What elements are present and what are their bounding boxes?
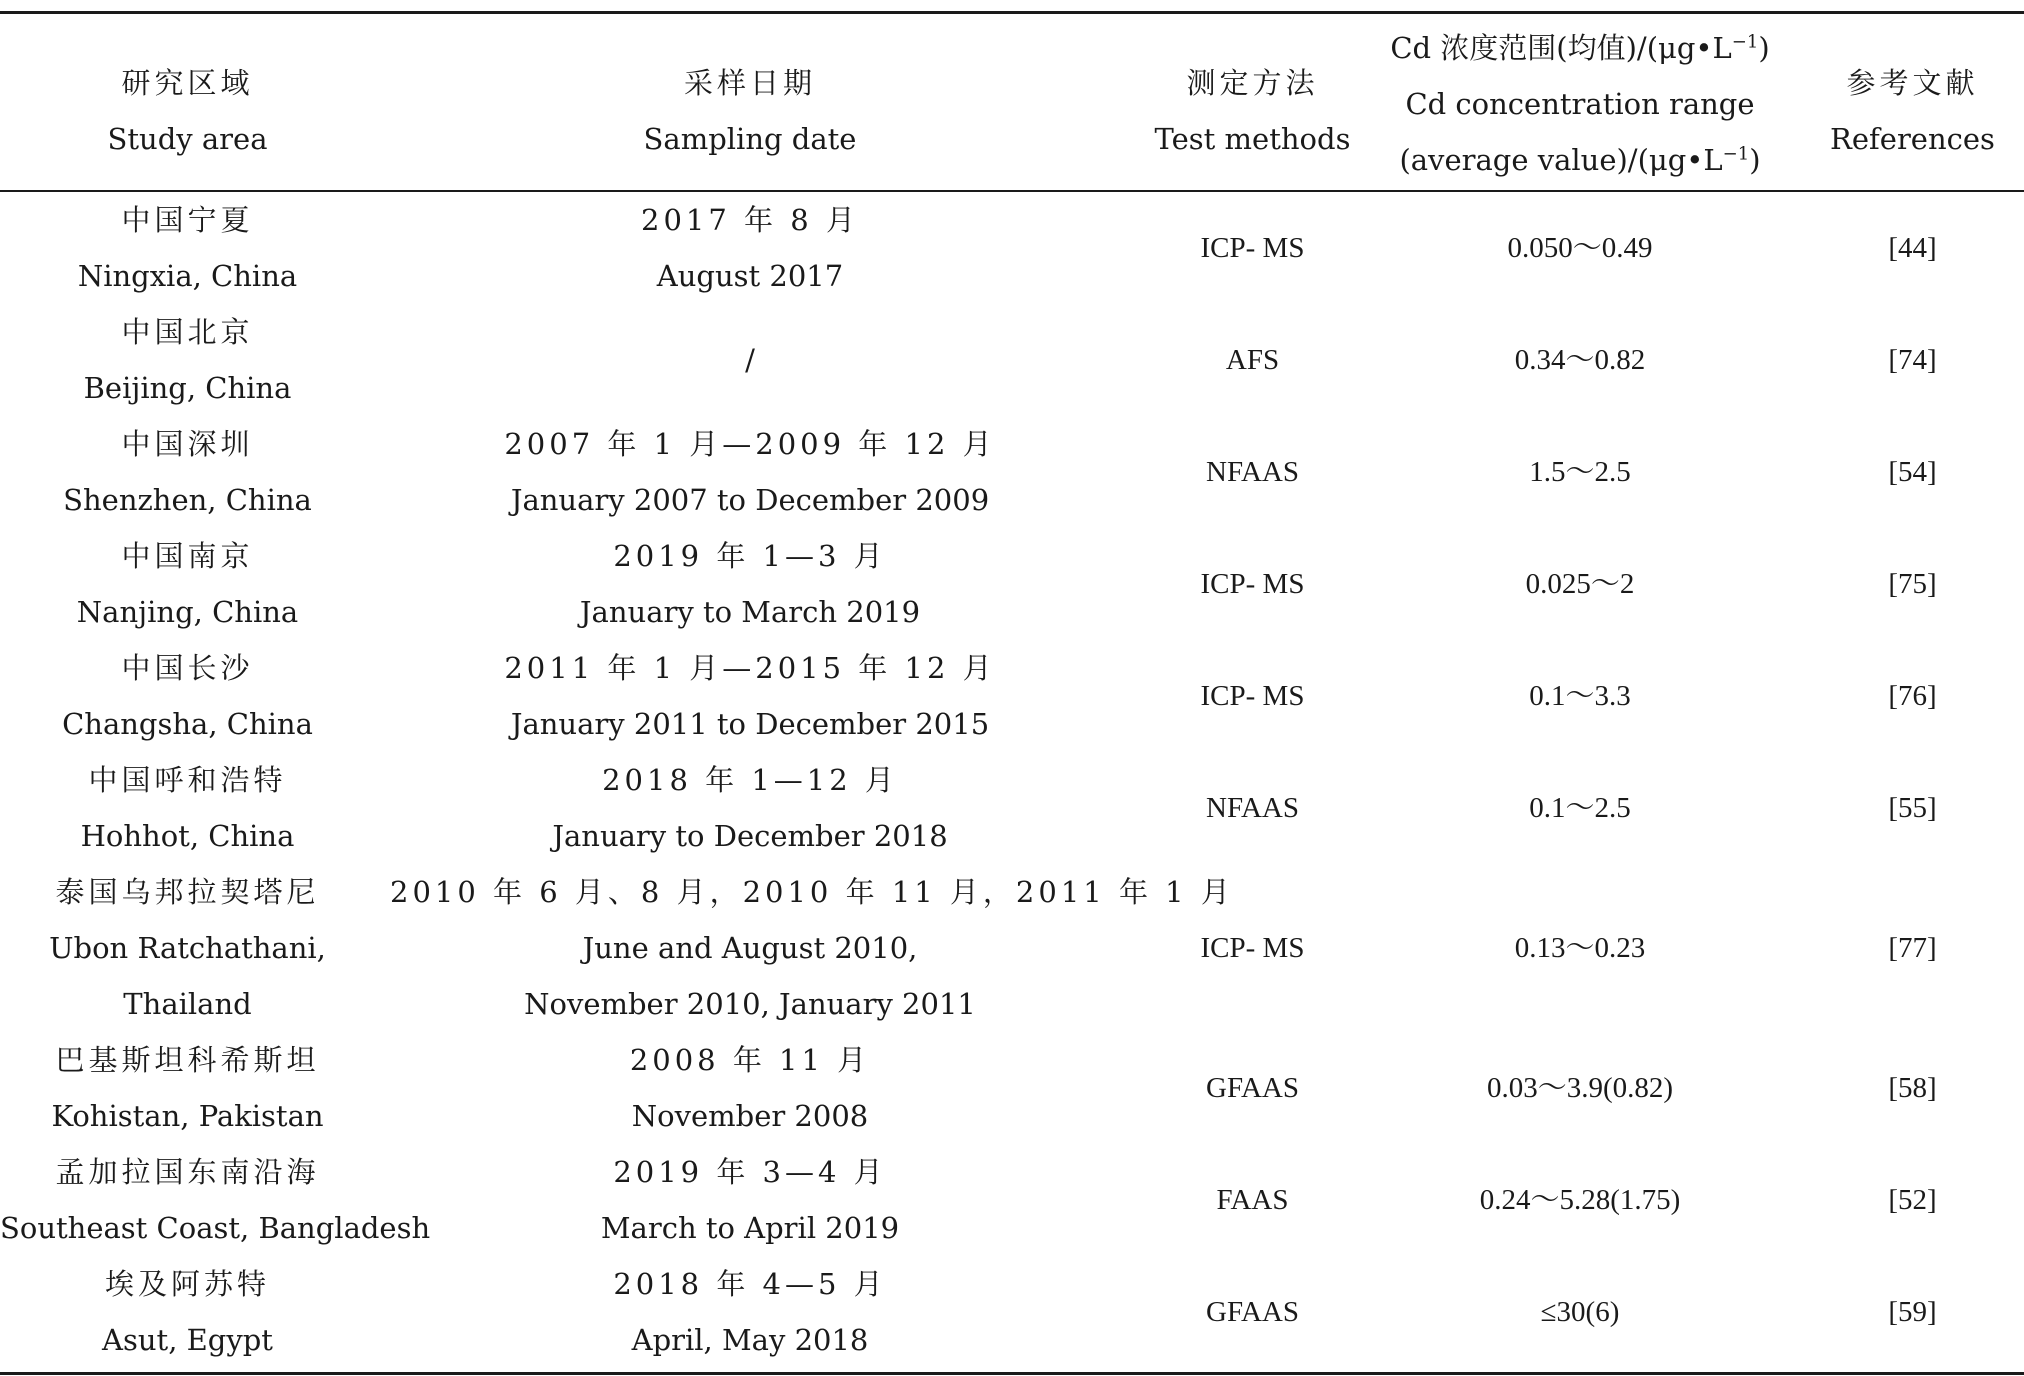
test-method-cell	[1150, 780, 1355, 836]
concentration-value: 1.5～2.5	[1529, 456, 1631, 488]
sampling-date-line: 2008 年 11 月	[629, 1043, 871, 1077]
header-test-methods-en: Test methods	[1154, 122, 1351, 156]
test-method-value: ICP- MS	[1200, 932, 1305, 964]
sampling-date-line: January 2007 to December 2009	[510, 483, 990, 517]
study-area-line: 巴基斯坦科希斯坦	[55, 1043, 320, 1077]
concentration-cell	[1355, 332, 1805, 388]
study-area-line: Thailand	[123, 987, 252, 1021]
reference-value: [55]	[1888, 792, 1937, 824]
sampling-date-cell	[390, 640, 1110, 752]
reference-value: [44]	[1888, 232, 1937, 264]
test-method-cell	[1150, 332, 1355, 388]
reference-value: [58]	[1888, 1072, 1937, 1104]
concentration-cell	[1355, 668, 1805, 724]
test-method-value: ICP- MS	[1200, 680, 1305, 712]
test-method-value: NFAAS	[1206, 456, 1299, 488]
concentration-value: 0.1～3.3	[1529, 680, 1631, 712]
header-concentration-zh-close: )	[1758, 31, 1770, 65]
test-method-value: NFAAS	[1206, 792, 1299, 824]
sampling-date-line: 2019 年 1—3 月	[613, 539, 887, 573]
header-concentration	[1355, 20, 1805, 188]
study-area-line: Southeast Coast, Bangladesh	[0, 1211, 431, 1245]
sampling-date-cell	[390, 528, 1110, 640]
sampling-date-line: June and August 2010,	[582, 931, 918, 965]
sampling-date-line: 2011 年 1 月—2015 年 12 月	[504, 651, 996, 685]
study-area-line: 中国深圳	[121, 427, 254, 461]
concentration-value: ≤30(6)	[1540, 1296, 1620, 1328]
header-study-area	[0, 55, 375, 167]
sampling-date-line: /	[745, 343, 755, 377]
study-area-cell	[0, 640, 375, 752]
header-references-en: References	[1830, 122, 1995, 156]
header-test-methods	[1150, 55, 1355, 167]
study-area-cell	[0, 192, 375, 304]
test-method-value: ICP- MS	[1200, 568, 1305, 600]
study-area-cell	[0, 1144, 431, 1256]
study-area-line: Beijing, China	[83, 371, 292, 405]
header-concentration-zh	[1355, 20, 1805, 76]
reference-cell	[1805, 1060, 2020, 1116]
test-method-value: GFAAS	[1206, 1072, 1299, 1104]
concentration-value: 0.13～0.23	[1514, 932, 1646, 964]
header-sampling-date	[390, 55, 1110, 167]
reference-cell	[1805, 332, 2020, 388]
concentration-value: 0.03～3.9(0.82)	[1486, 1072, 1674, 1104]
test-method-cell	[1150, 920, 1355, 976]
reference-value: [52]	[1888, 1184, 1937, 1216]
reference-value: [77]	[1888, 932, 1937, 964]
study-area-line: Ubon Ratchathani,	[49, 931, 326, 965]
test-method-cell	[1150, 1172, 1355, 1228]
header-concentration-en-1: Cd concentration range	[1405, 87, 1755, 121]
header-references-zh: 参考文献	[1846, 66, 1979, 100]
sampling-date-cell	[390, 1144, 1110, 1256]
sampling-date-cell	[390, 332, 1110, 388]
study-area-line: Shenzhen, China	[63, 483, 312, 517]
reference-cell	[1805, 1172, 2020, 1228]
study-area-line: 埃及阿苏特	[104, 1267, 270, 1301]
study-area-line: 泰国乌邦拉契塔尼	[55, 875, 320, 909]
concentration-value: 0.025～2	[1525, 568, 1635, 600]
sampling-date-line: August 2017	[656, 259, 844, 293]
reference-value: [75]	[1888, 568, 1937, 600]
study-area-line: 中国南京	[121, 539, 254, 573]
sampling-date-line: 2010 年 6 月、8 月，2010 年 11 月，2011 年 1 月	[390, 875, 1234, 909]
header-sampling-date-en: Sampling date	[643, 122, 857, 156]
study-area-line: Hohhot, China	[80, 819, 295, 853]
concentration-value: 0.1～2.5	[1529, 792, 1631, 824]
study-area-cell	[0, 752, 375, 864]
study-area-line: 中国宁夏	[121, 203, 254, 237]
header-study-area-en: Study area	[107, 122, 268, 156]
test-method-cell	[1150, 1284, 1355, 1340]
header-concentration-en-2-sup: −1	[1722, 143, 1750, 165]
header-concentration-zh-text: Cd 浓度范围(均值)/(μg•L	[1390, 31, 1732, 65]
study-area-line: 中国北京	[121, 315, 254, 349]
sampling-date-line: November 2010, January 2011	[524, 987, 976, 1021]
study-area-cell	[0, 528, 375, 640]
study-area-cell	[0, 1256, 375, 1368]
header-concentration-zh-sup: −1	[1731, 31, 1759, 53]
sampling-date-line: January 2011 to December 2015	[510, 707, 990, 741]
reference-cell	[1805, 220, 2020, 276]
reference-cell	[1805, 920, 2020, 976]
reference-cell	[1805, 444, 2020, 500]
study-area-cell	[0, 304, 375, 416]
table-bottom-rule	[0, 1372, 2024, 1375]
study-area-line: Asut, Egypt	[102, 1323, 273, 1357]
concentration-cell	[1355, 1284, 1805, 1340]
concentration-cell	[1355, 220, 1805, 276]
study-area-line: Ningxia, China	[77, 259, 298, 293]
sampling-date-line: 2019 年 3—4 月	[613, 1155, 887, 1189]
concentration-cell	[1355, 780, 1805, 836]
sampling-date-cell	[390, 864, 1234, 1032]
reference-value: [59]	[1888, 1296, 1937, 1328]
concentration-value: 0.24～5.28(1.75)	[1479, 1184, 1681, 1216]
study-area-cell	[0, 416, 375, 528]
study-area-line: Kohistan, Pakistan	[51, 1099, 324, 1133]
test-method-value: AFS	[1225, 344, 1280, 376]
concentration-value: 0.34～0.82	[1514, 344, 1646, 376]
study-area-line: 中国呼和浩特	[88, 763, 287, 797]
reference-value: [76]	[1888, 680, 1937, 712]
study-area-cell	[0, 1032, 375, 1144]
sampling-date-line: November 2008	[631, 1099, 869, 1133]
test-method-cell	[1150, 556, 1355, 612]
concentration-cell	[1355, 1060, 1805, 1116]
test-method-cell	[1150, 444, 1355, 500]
sampling-date-cell	[390, 752, 1110, 864]
study-area-cell	[0, 864, 375, 1032]
concentration-cell	[1355, 1172, 1805, 1228]
test-method-value: GFAAS	[1206, 1296, 1299, 1328]
sampling-date-line: 2017 年 8 月	[641, 203, 859, 237]
header-study-area-zh: 研究区域	[121, 66, 254, 100]
sampling-date-line: March to April 2019	[600, 1211, 900, 1245]
test-method-cell	[1150, 1060, 1355, 1116]
header-test-methods-zh: 测定方法	[1186, 66, 1319, 100]
study-area-line: Changsha, China	[62, 707, 313, 741]
reference-value: [74]	[1888, 344, 1937, 376]
header-references	[1805, 55, 2020, 167]
test-method-cell	[1150, 668, 1355, 724]
sampling-date-line: 2007 年 1 月—2009 年 12 月	[504, 427, 996, 461]
header-concentration-en-2-close: )	[1749, 143, 1761, 177]
study-area-line: 孟加拉国东南沿海	[55, 1155, 320, 1189]
sampling-date-cell	[390, 416, 1110, 528]
sampling-date-line: 2018 年 1—12 月	[602, 763, 898, 797]
sampling-date-cell	[390, 1256, 1110, 1368]
header-concentration-en-2	[1355, 132, 1805, 188]
sampling-date-line: 2018 年 4—5 月	[613, 1267, 887, 1301]
reference-cell	[1805, 556, 2020, 612]
sampling-date-line: January to December 2018	[552, 819, 948, 853]
concentration-cell	[1355, 444, 1805, 500]
sampling-date-cell	[390, 192, 1110, 304]
concentration-cell	[1355, 556, 1805, 612]
reference-cell	[1805, 780, 2020, 836]
table-top-rule	[0, 11, 2024, 14]
test-method-value: FAAS	[1216, 1184, 1289, 1216]
test-method-cell	[1150, 220, 1355, 276]
sampling-date-line: January to March 2019	[579, 595, 921, 629]
header-concentration-en-2-text: (average value)/(μg•L	[1399, 143, 1723, 177]
reference-cell	[1805, 1284, 2020, 1340]
study-area-line: 中国长沙	[121, 651, 254, 685]
concentration-cell	[1355, 920, 1805, 976]
test-method-value: ICP- MS	[1200, 232, 1305, 264]
concentration-value: 0.050～0.49	[1507, 232, 1653, 264]
reference-cell	[1805, 668, 2020, 724]
reference-value: [54]	[1888, 456, 1937, 488]
study-area-line: Nanjing, China	[76, 595, 299, 629]
header-sampling-date-zh: 采样日期	[683, 66, 816, 100]
sampling-date-cell	[390, 1032, 1110, 1144]
sampling-date-line: April, May 2018	[631, 1323, 869, 1357]
